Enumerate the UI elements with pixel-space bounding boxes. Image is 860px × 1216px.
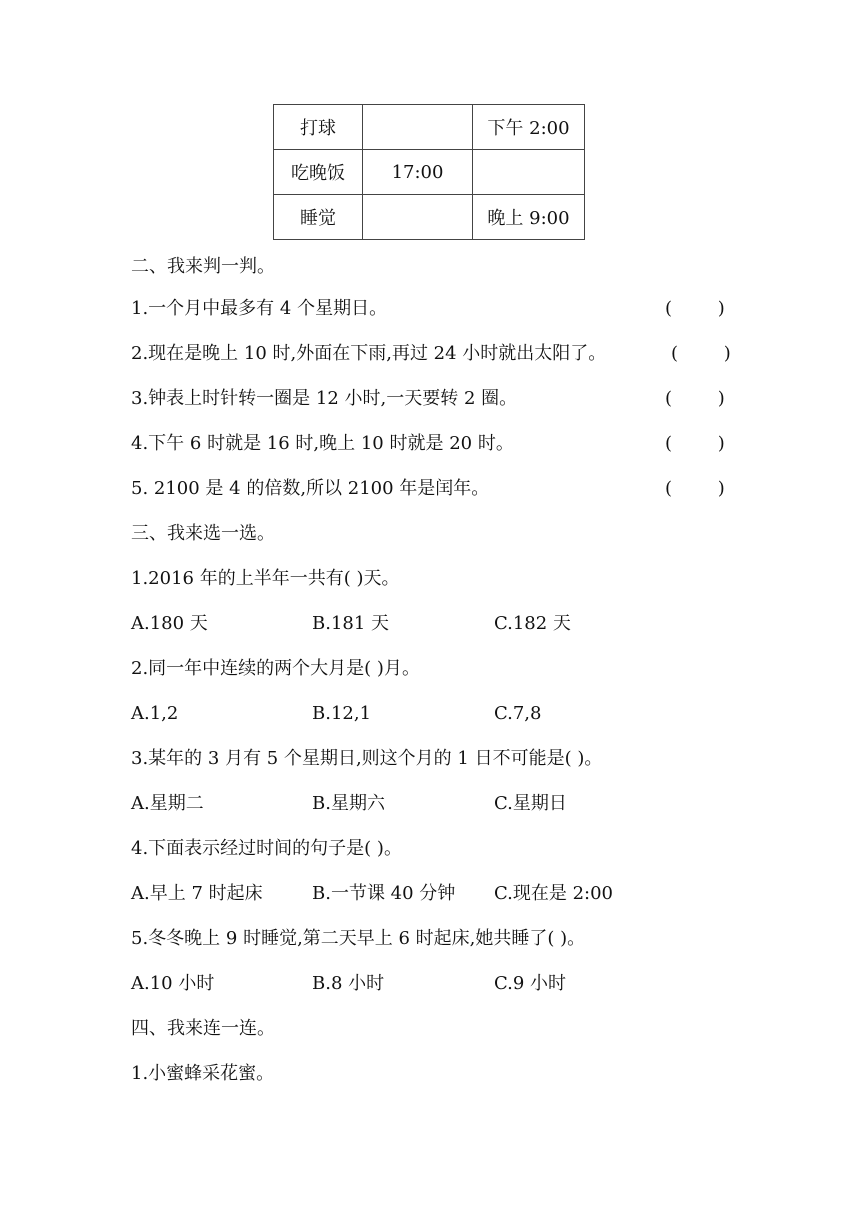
choice-question: 4.下面表示经过时间的句子是( )。 (131, 838, 402, 859)
table-cell (363, 105, 473, 150)
choice-question: 5.冬冬晚上 9 时睡觉,第二天早上 6 时起床,她共睡了( )。 (131, 928, 586, 949)
table-cell: 晚上 9:00 (473, 195, 585, 240)
judge-item: 3.钟表上时针转一圈是 12 小时,一天要转 2 圈。 (131, 388, 518, 409)
table-cell (363, 195, 473, 240)
option-c: C.7,8 (494, 703, 542, 724)
judge-item: 1.一个月中最多有 4 个星期日。 (131, 298, 388, 319)
answer-blank: ( ) (665, 388, 725, 409)
match-item: 1.小蜜蜂采花蜜。 (131, 1063, 275, 1084)
option-c: C.星期日 (494, 793, 567, 814)
table-row (274, 105, 585, 150)
table-cell: 下午 2:00 (473, 105, 585, 150)
judge-item: 2.现在是晚上 10 时,外面在下雨,再过 24 小时就出太阳了。 (131, 343, 607, 364)
section-title: 四、我来连一连。 (131, 1018, 275, 1039)
table-cell: 吃晚饭 (274, 150, 363, 195)
choice-question: 1.2016 年的上半年一共有( )天。 (131, 568, 400, 589)
option-b: B.181 天 (312, 613, 390, 634)
judge-item: 5. 2100 是 4 的倍数,所以 2100 年是闰年。 (131, 478, 490, 499)
section-title: 三、我来选一选。 (131, 523, 275, 544)
table-row (274, 195, 585, 240)
option-c: C.182 天 (494, 613, 571, 634)
option-b: B.12,1 (312, 703, 372, 724)
table-cell (473, 150, 585, 195)
table-row (274, 150, 585, 195)
option-c: C.现在是 2:00 (494, 883, 613, 904)
section-title: 二、我来判一判。 (131, 256, 275, 277)
judge-item: 4.下午 6 时就是 16 时,晚上 10 时就是 20 时。 (131, 433, 514, 454)
option-a: A.10 小时 (131, 973, 215, 994)
option-a: A.1,2 (131, 703, 179, 724)
option-c: C.9 小时 (494, 973, 567, 994)
table-cell: 睡觉 (274, 195, 363, 240)
answer-blank: ( ) (665, 298, 725, 319)
option-a: A.早上 7 时起床 (131, 883, 263, 904)
choice-question: 3.某年的 3 月有 5 个星期日,则这个月的 1 日不可能是( )。 (131, 748, 603, 769)
answer-blank: ( ) (671, 343, 731, 364)
option-b: B.8 小时 (312, 973, 385, 994)
table-cell: 17:00 (363, 150, 473, 195)
table-cell: 打球 (274, 105, 363, 150)
answer-blank: ( ) (665, 478, 725, 499)
option-b: B.星期六 (312, 793, 385, 814)
answer-blank: ( ) (665, 433, 725, 454)
option-a: A.180 天 (131, 613, 208, 634)
schedule-table (273, 104, 585, 240)
option-a: A.星期二 (131, 793, 204, 814)
choice-question: 2.同一年中连续的两个大月是( )月。 (131, 658, 420, 679)
option-b: B.一节课 40 分钟 (312, 883, 456, 904)
